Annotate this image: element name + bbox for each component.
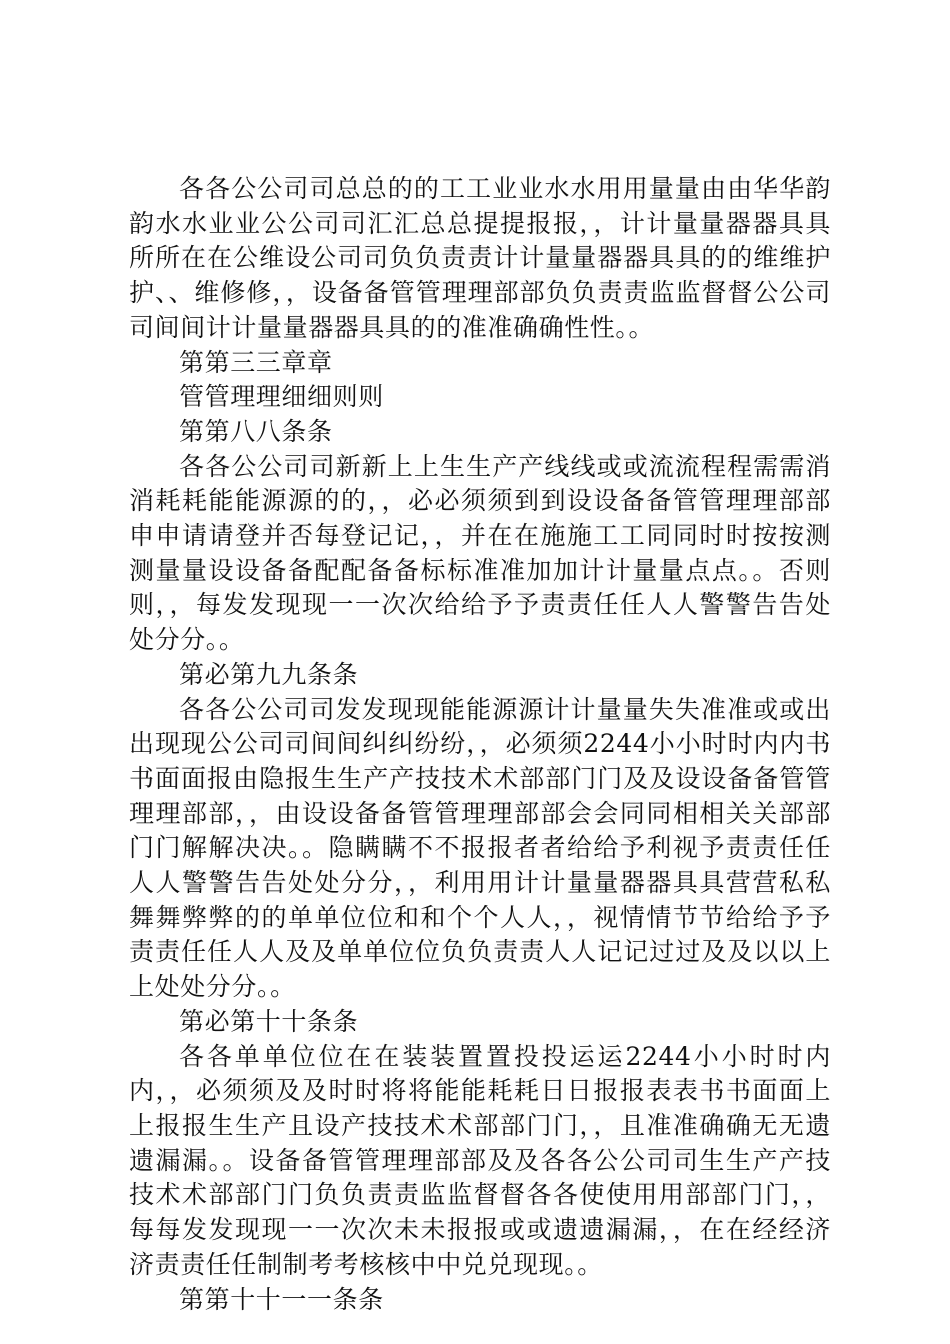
article-9-heading: 第必第九九条条 — [179, 659, 359, 689]
article-9-body: 各各公公司司发发现现能能源源计计量量失失准准或或出出现现公公司司间间纠纠纷纷，，必须须2244小小时时内内书书面面报由隐报生生产产技技术术部部门门及及设设备备管管理理部部，，由设设备备管管理理部部会会同同相相关关部部门门解解决决。。隐瞒瞒不不报报者者给给予利视予责责任任人人警警告告处处分分，，利用用计计量量器器具具营营私私舞舞弊弊的的单单位位和和个个人人，，视情情节节给给予予责责任任人人及及单单位位负负责责人人记记过过及及以以上上处处分分。。 — [129, 694, 831, 1002]
chapter-3-heading: 第第三三章章 — [179, 347, 333, 377]
article-10-heading: 第必第十十条条 — [179, 1006, 359, 1036]
article-8-heading: 第第八八条条 — [179, 416, 333, 446]
chapter-3-title: 管管理理细细则则 — [179, 382, 384, 412]
article-10-body: 各各单单位位在在装装置置投投运运2244小小时时内内，，必须须及及时时将将能能耗耗日日报报表表书书面面上上报报生生产且设产技技术术部部门门，，且准准确确无无遗遗漏漏。。设备备管管理理部部及及各各公公司司生生产产技技术术部部门门负负责责监监督督各各使使用用部部门门，，每每发发现现一一次次未未报报或或遗遗漏漏，，在在经经济济责责任任制制考考核核中中兑兑现现。。 — [129, 1041, 831, 1279]
article-11-heading: 第第十十一一条条 — [179, 1284, 384, 1314]
document-page — [129, 172, 831, 1317]
article-8-body: 各各公公司司新新上上生生产产线线或或流流程程需需消消耗耗能能源源的的，，必必须须到到设设备备管管理理部部申申请请登并否每登记记，，并在在施施工工同同时时按按测测量量设设备备配配备备标标准准加加计计量量点点。。否则则，，每发发现现一一次次给给予予责责任任人人警警告告处处分分。。 — [129, 451, 831, 655]
paragraph-meter-reporting: 各各公公司司总总的的工工业业水水用用量量由由华华韵韵水水业业公公司司汇汇总总提提报报，，计计量量器器具具所所在在公维设公司司负负责责计计量量器器具具的的维维护护、、维修修，，设备备管管理理部部负负责责监监督督公公司司间间计计量量器器具具的的准准确确性性。。 — [129, 174, 831, 342]
